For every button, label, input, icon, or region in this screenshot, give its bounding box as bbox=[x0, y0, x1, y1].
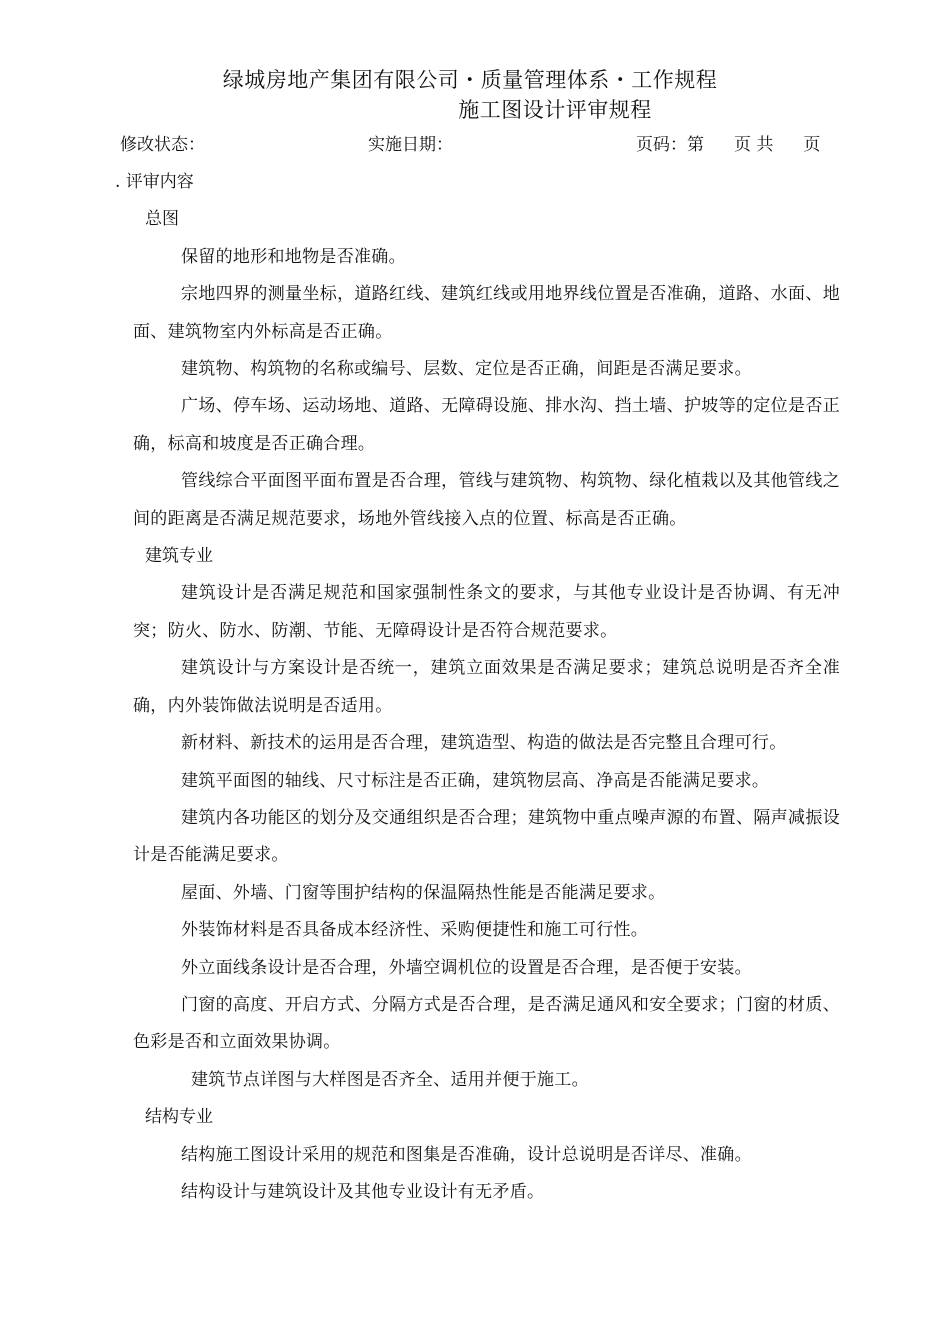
paragraph: 结构施工图设计采用的规范和图集是否准确，设计总说明是否详尽、准确。 bbox=[181, 1144, 752, 1165]
revision-status-label: 修改状态： bbox=[120, 135, 205, 155]
company-header: 绿城房地产集团有限公司・质量管理体系・工作规程 bbox=[222, 68, 718, 92]
paragraph: 外装饰材料是否具备成本经济性、采购便捷性和施工可行性。 bbox=[181, 920, 649, 941]
paragraph: 建筑节点详图与大样图是否齐全、适用并便于施工。 bbox=[191, 1069, 589, 1090]
paragraph: 保留的地形和地物是否准确。 bbox=[181, 246, 406, 267]
page-prefix: 页码：第 bbox=[636, 135, 704, 155]
paragraph: 建筑物、构筑物的名称或编号、层数、定位是否正确，间距是否满足要求。 bbox=[181, 359, 752, 380]
paragraph: 建筑内各功能区的划分及交通组织是否合理；建筑物中重点噪声源的布置、隔声减振设计是否能满足要求。 bbox=[133, 807, 840, 866]
review-content-heading: . 评审内容 bbox=[115, 172, 194, 192]
section-heading-structure: 结构专业 bbox=[145, 1107, 213, 1128]
document-title: 施工图设计评审规程 bbox=[458, 98, 652, 122]
paragraph: 屋面、外墙、门窗等围护结构的保温隔热性能是否能满足要求。 bbox=[181, 882, 666, 903]
section-heading-architecture: 建筑专业 bbox=[145, 546, 213, 567]
document-body bbox=[115, 164, 840, 1211]
paragraph: 外立面线条设计是否合理，外墙空调机位的设置是否合理，是否便于安装。 bbox=[181, 957, 752, 978]
paragraph: 结构设计与建筑设计及其他专业设计有无矛盾。 bbox=[181, 1181, 545, 1202]
paragraph: 管线综合平面图平面布置是否合理，管线与建筑物、构筑物、绿化植栽以及其他管线之间的距离是否满足规范要求，场地外管线接入点的位置、标高是否正确。 bbox=[133, 471, 840, 529]
page-suffix: 页 bbox=[803, 135, 821, 155]
page-number-label bbox=[636, 130, 820, 155]
section-heading-site-plan: 总图 bbox=[145, 209, 179, 230]
paragraph: 新材料、新技术的运用是否合理，建筑造型、构造的做法是否完整且合理可行。 bbox=[181, 733, 787, 754]
paragraph: 建筑平面图的轴线、尺寸标注是否正确，建筑物层高、净高是否能满足要求。 bbox=[181, 770, 770, 791]
effective-date-label: 实施日期： bbox=[368, 135, 453, 155]
page-middle: 页 共 bbox=[734, 135, 774, 155]
paragraph: 建筑设计与方案设计是否统一，建筑立面效果是否满足要求；建筑总说明是否齐全准确，内外装饰做法说明是否适用。 bbox=[133, 658, 840, 716]
paragraph: 宗地四界的测量坐标，道路红线、建筑红线或用地界线位置是否准确，道路、水面、地面、建筑物室内外标高是否正确。 bbox=[133, 284, 840, 342]
paragraph: 门窗的高度、开启方式、分隔方式是否合理，是否满足通风和安全要求；门窗的材质、色彩是否和立面效果协调。 bbox=[133, 994, 840, 1053]
paragraph: 建筑设计是否满足规范和国家强制性条文的要求，与其他专业设计是否协调、有无冲突；防火、防水、防潮、节能、无障碍设计是否符合规范要求。 bbox=[133, 583, 840, 641]
paragraph: 广场、停车场、运动场地、道路、无障碍设施、排水沟、挡土墙、护坡等的定位是否正确，标高和坡度是否正确合理。 bbox=[133, 396, 840, 454]
